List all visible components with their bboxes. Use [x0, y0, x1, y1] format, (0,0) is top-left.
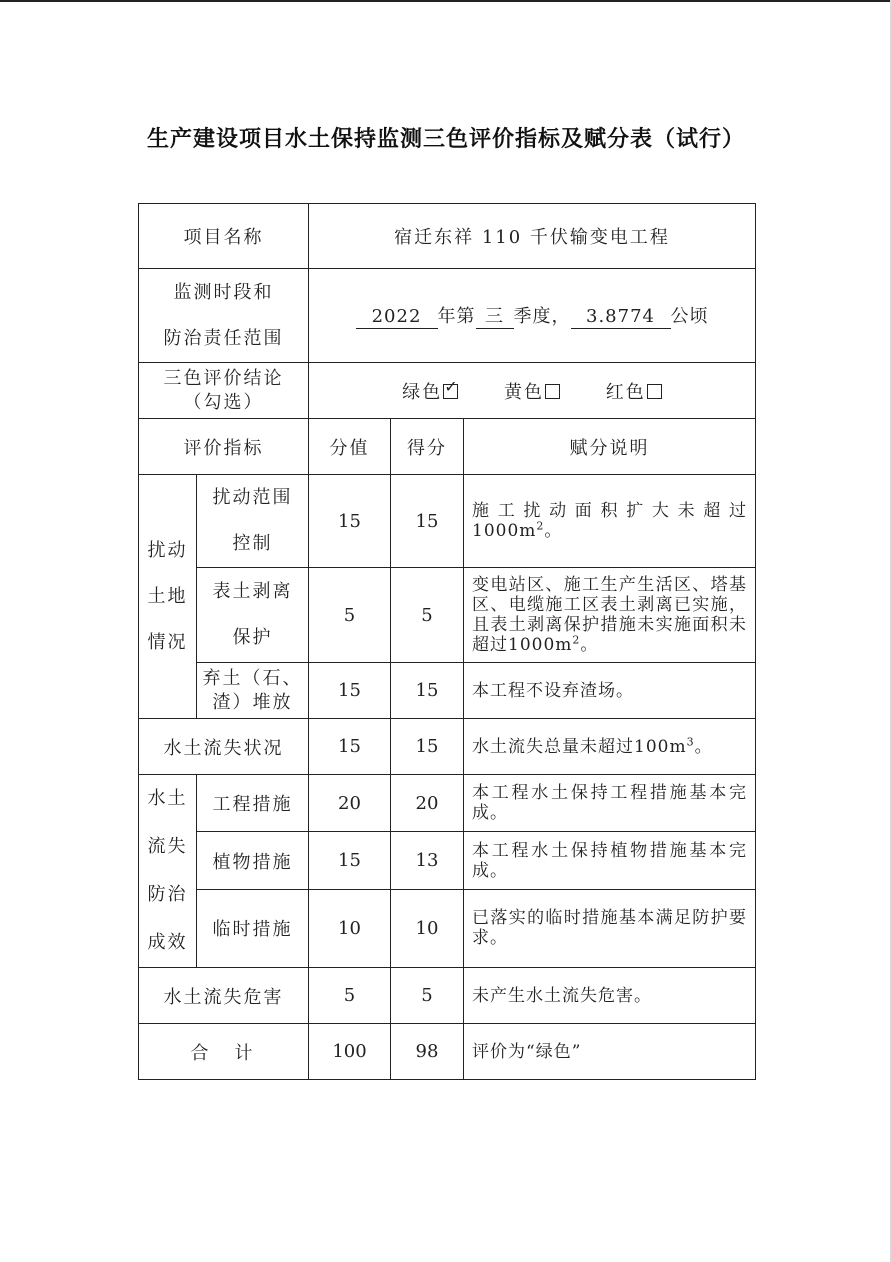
option-green-label: 绿色 — [402, 381, 443, 403]
disturbance-scope-expl-sup: 2 — [536, 519, 545, 533]
conclusion-row — [139, 363, 756, 419]
option-yellow-label: 黄色 — [504, 381, 544, 403]
engineering-score: 20 — [391, 775, 464, 832]
total-value: 100 — [309, 1024, 391, 1080]
project-name-row — [139, 204, 756, 269]
group-prevention-line3: 防治 — [147, 884, 188, 905]
disturbance-scope-row — [139, 475, 756, 568]
group-disturbed-land-line2: 土地 — [147, 585, 188, 607]
group-prevention-line2: 流失 — [147, 836, 188, 857]
header-score: 得分 — [391, 419, 464, 475]
hazard-label: 水土流失危害 — [139, 968, 309, 1024]
hazard-explanation: 未产生水土流失危害。 — [464, 968, 756, 1024]
period-area: 3.8774 — [571, 306, 671, 329]
soil-loss-value: 15 — [309, 719, 391, 775]
soil-loss-score: 15 — [391, 719, 464, 775]
period-value — [309, 269, 756, 363]
engineering-label: 工程措施 — [197, 775, 309, 832]
temporary-score: 10 — [391, 889, 464, 967]
checkbox-yellow[interactable] — [545, 384, 560, 399]
period-area-unit: 公顷 — [670, 306, 709, 327]
spoil-label-line1: 弃土（石、 — [202, 667, 303, 689]
period-quarter: 三 — [476, 306, 514, 329]
soil-loss-label: 水土流失状况 — [139, 719, 309, 775]
soil-loss-explanation — [464, 719, 756, 775]
topsoil-expl-sup: 2 — [572, 633, 581, 647]
check-mark-icon: ✓ — [444, 376, 460, 396]
temporary-row — [139, 889, 756, 967]
soil-loss-expl-tail: 。 — [694, 736, 713, 757]
period-quarter-suffix: 季度， — [513, 306, 571, 327]
checkbox-green-checked[interactable] — [443, 376, 460, 399]
total-row — [139, 1024, 756, 1080]
vegetation-explanation: 本工程水土保持植物措施基本完成。 — [464, 832, 756, 889]
group-disturbed-land-line3: 情况 — [147, 631, 188, 653]
disturbance-scope-score: 15 — [391, 475, 464, 568]
project-name-value: 宿迁东祥 110 千伏输变电工程 — [309, 204, 756, 269]
evaluation-table — [138, 203, 756, 1080]
soil-loss-expl-sup: 3 — [686, 734, 695, 748]
total-label: 合 计 — [139, 1024, 309, 1080]
vegetation-value: 15 — [309, 832, 391, 889]
topsoil-expl-tail: 。 — [580, 635, 599, 655]
disturbance-scope-label-line1: 扰动范围 — [212, 487, 293, 508]
period-label — [139, 269, 309, 363]
conclusion-label — [139, 363, 309, 419]
vegetation-score: 13 — [391, 832, 464, 889]
vegetation-label: 植物措施 — [197, 832, 309, 889]
topsoil-score: 5 — [391, 568, 464, 663]
group-disturbed-land-line1: 扰动 — [147, 539, 188, 561]
topsoil-explanation — [464, 568, 756, 663]
temporary-value: 10 — [309, 889, 391, 967]
engineering-value: 20 — [309, 775, 391, 832]
group-disturbed-land — [139, 475, 197, 719]
spoil-label — [197, 663, 309, 719]
option-red — [606, 378, 662, 404]
header-explanation: 赋分说明 — [464, 419, 756, 475]
period-label-line2: 防治责任范围 — [163, 327, 284, 349]
option-green — [402, 378, 458, 404]
period-label-line1: 监测时段和 — [173, 281, 274, 303]
option-red-label: 红色 — [605, 381, 646, 403]
topsoil-value: 5 — [309, 568, 391, 663]
period-year-suffix: 年第 — [437, 306, 476, 327]
option-yellow — [504, 378, 560, 404]
page-top-border — [0, 0, 892, 2]
spoil-explanation: 本工程不设弃渣场。 — [464, 663, 756, 719]
period-row — [139, 269, 756, 363]
hazard-row — [139, 968, 756, 1024]
temporary-explanation: 已落实的临时措施基本满足防护要求。 — [464, 889, 756, 967]
soil-loss-expl-text: 水土流失总量未超过100m — [472, 736, 687, 757]
spoil-row — [139, 663, 756, 719]
total-score: 98 — [391, 1024, 464, 1080]
total-explanation: 评价为“绿色” — [464, 1024, 756, 1080]
period-year: 2022 — [356, 306, 438, 329]
disturbance-scope-expl-text: 施工扰动面积扩大未超过1000m — [472, 501, 748, 541]
conclusion-label-line1: 三色评价结论 — [163, 367, 284, 389]
topsoil-expl-text: 变电站区、施工生产生活区、塔基区、电缆施工区表土剥离已实施，且表土剥离保护措施未实施面积未超过1000m — [472, 575, 748, 655]
checkbox-red[interactable] — [647, 384, 662, 399]
topsoil-label-line1: 表土剥离 — [212, 581, 293, 602]
engineering-explanation: 本工程水土保持工程措施基本完成。 — [464, 775, 756, 832]
disturbance-scope-expl-tail: 。 — [544, 521, 563, 541]
spoil-value: 15 — [309, 663, 391, 719]
topsoil-label — [197, 568, 309, 663]
temporary-label: 临时措施 — [197, 889, 309, 967]
hazard-value: 5 — [309, 968, 391, 1024]
disturbance-scope-label-line2: 控制 — [232, 533, 273, 554]
disturbance-scope-value: 15 — [309, 475, 391, 568]
header-row — [139, 419, 756, 475]
engineering-row — [139, 775, 756, 832]
topsoil-label-line2: 保护 — [232, 627, 273, 648]
page-title: 生产建设项目水土保持监测三色评价指标及赋分表（试行） — [146, 127, 745, 152]
conclusion-label-line2: （勾选） — [183, 391, 264, 413]
header-value: 分值 — [309, 419, 391, 475]
spoil-score: 15 — [391, 663, 464, 719]
project-name-label: 项目名称 — [139, 204, 309, 269]
group-prevention-line4: 成效 — [147, 932, 188, 953]
hazard-score: 5 — [391, 968, 464, 1024]
header-indicator: 评价指标 — [139, 419, 309, 475]
group-prevention-line1: 水土 — [147, 788, 188, 809]
disturbance-scope-label — [197, 475, 309, 568]
soil-loss-row — [139, 719, 756, 775]
topsoil-row — [139, 568, 756, 663]
spoil-label-line2: 渣）堆放 — [212, 691, 293, 713]
group-prevention — [139, 775, 197, 968]
disturbance-scope-explanation — [464, 475, 756, 568]
conclusion-options — [309, 363, 756, 419]
vegetation-row — [139, 832, 756, 889]
